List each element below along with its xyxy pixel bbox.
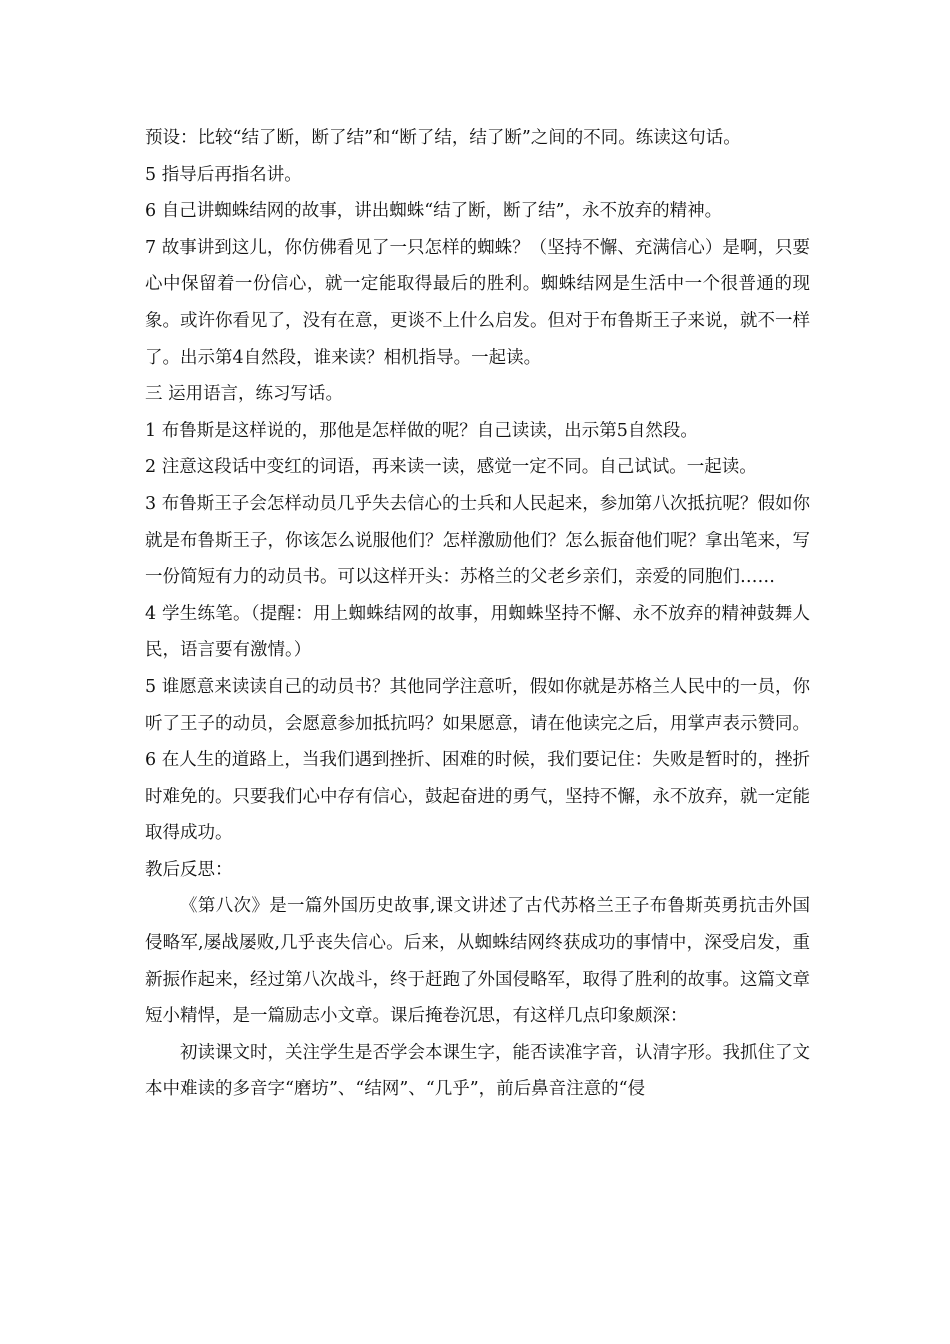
paragraph-step-7: 7 故事讲到这儿，你仿佛看见了一只怎样的蜘蛛？（坚持不懈、充满信心）是啊，只要心中保留着一份信心，就一定能取得最后的胜利。蜘蛛结网是生活中一个很普通的现象。或许你看见了，没有在意，更谈不上什么启发。但对于布鲁斯王子来说，就不一样了。出示第4自然段，谁来读？相机指导。一起读。 bbox=[145, 237, 810, 368]
paragraph-section3-step-2: 2 注意这段话中变红的词语，再来读一读，感觉一定不同。自己试试。一起读。 bbox=[145, 457, 757, 478]
reflection-paragraph-2: 初读课文时，关注学生是否学会本课生字，能否读准字音，认清字形。我抓住了文本中难读的多音字“磨坊”、“结网”、“几乎”，前后鼻音注意的“侵 bbox=[145, 1042, 810, 1100]
paragraph-step-5: 5 指导后再指名讲。 bbox=[145, 164, 302, 185]
paragraph-section3-step-4: 4 学生练笔。（提醒：用上蜘蛛结网的故事，用蜘蛛坚持不懈、永不放弃的精神鼓舞人民，语言要有激情。） bbox=[145, 603, 810, 661]
paragraph-section3-step-6: 6 在人生的道路上，当我们遇到挫折、困难的时候，我们要记住：失败是暂时的，挫折时难免的。只要我们心中存有信心，鼓起奋进的勇气，坚持不懈，永不放弃，就一定能取得成功。 bbox=[145, 750, 810, 844]
paragraph-section3-step-3: 3 布鲁斯王子会怎样动员几乎失去信心的士兵和人民起来，参加第八次抵抗呢？假如你就是布鲁斯王子，你该怎么说服他们？怎样激励他们？怎么振奋他们呢？拿出笔来，写一份简短有力的动员书。可以这样开头：苏格兰的父老乡亲们，亲爱的同胞们…… bbox=[145, 493, 810, 588]
paragraph-preset: 预设：比较“结了断，断了结”和“断了结，结了断”之间的不同。练读这句话。 bbox=[145, 128, 741, 148]
paragraph-step-6: 6 自己讲蜘蛛结网的故事，讲出蜘蛛“结了断，断了结”，永不放弃的精神。 bbox=[145, 201, 723, 222]
section-heading-three: 三 运用语言，练习写话。 bbox=[145, 384, 344, 405]
document-body bbox=[145, 120, 810, 1108]
paragraph-section3-step-1: 1 布鲁斯是这样说的，那他是怎样做的呢？自己读读，出示第5自然段。 bbox=[145, 420, 698, 441]
reflection-paragraph-1: 《第八次》是一篇外国历史故事,课文讲述了古代苏格兰王子布鲁斯英勇抗击外国侵略军,屡战屡败,几乎丧失信心。后来，从蜘蛛结网终获成功的事情中，深受启发，重新振作起来，经过第八次战斗，终于赶跑了外国侵略军，取得了胜利的故事。这篇文章短小精悍，是一篇励志小文章。课后掩卷沉思，有这样几点印象颇深： bbox=[145, 896, 810, 1027]
paragraph-section3-step-5: 5 谁愿意来读读自己的动员书？其他同学注意听，假如你就是苏格兰人民中的一员，你听了王子的动员，会愿意参加抵抗吗？如果愿意，请在他读完之后，用掌声表示赞同。 bbox=[145, 676, 810, 734]
reflection-heading: 教后反思： bbox=[145, 859, 233, 880]
